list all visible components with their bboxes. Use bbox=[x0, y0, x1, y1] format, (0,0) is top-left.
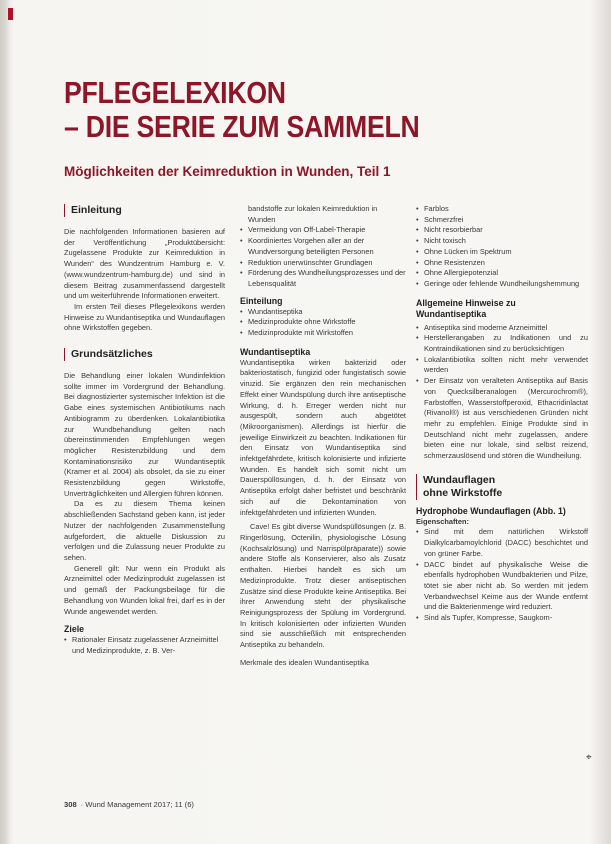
list-item: • Ohne Lücken im Spektrum bbox=[416, 247, 588, 258]
ziele-list-continued bbox=[240, 225, 406, 289]
heading-line-2: ohne Wirkstoffe bbox=[423, 486, 503, 499]
corner-marker bbox=[8, 8, 13, 20]
subheading-allgemeine-hinweise: Allgemeine Hinweise zu Wundantiseptika bbox=[416, 297, 516, 319]
list-item: • Herstellerangaben zu Indikationen und zu Kontraindikationen sind zu berücksichtigen bbox=[416, 333, 588, 354]
section-heading-grundsaetzliches: Grundsätzliches bbox=[64, 348, 225, 361]
list-item: • Nicht resorbierbar bbox=[416, 225, 588, 236]
column-2 bbox=[240, 204, 406, 668]
page-number: 308 bbox=[64, 800, 77, 809]
list-item: • Der Einsatz von veralteten Antiseptika auf Basis von Quecksilberanalogen (Mercurochrom®), Farbstoffen, Wasserstoffperoxid, Ethacridinlactat (Rivanol®) ist aus verschiedenen Gründen nicht mehr zu empfehlen. Einige Produkte sind in Deutschland nicht mehr zugelassen, andere bieten eine nur lokale, sind selbst reizend, schmerzauslösend und stören die Wundheilung. bbox=[416, 376, 588, 462]
list-item: • Lokalantibiotika sollten nicht mehr verwendet werden bbox=[416, 355, 588, 376]
grundsaetzliches-paragraph-1: Die Behandlung einer lokalen Wundinfektion sollte immer im Vordergrund der Behandlung. Bei diagnostizierter systemischer Infektion ist die Gabe eines systemischen Antibiotikums nach Antibiogramm zu überdenken. Lokalantibiotika zur Wundbehandlung gelten nach übereinstimmenden Empfehlungen wegen möglicher Resistenzbildung und dem Kontaminationsrisiko zur Wundantiseptik (Kramer et al. 2004) als obsolet, da sie zu einer Resistenzbildung gegen Wirkstoffe, Unverträglichkeiten und Allergien führen können. bbox=[64, 371, 225, 498]
list-item: • Medizinprodukte mit Wirkstoffen bbox=[240, 328, 406, 339]
page-footer bbox=[64, 800, 194, 809]
heading-line-1: Wundauflagen bbox=[423, 473, 496, 486]
list-item: • Vermeidung von Off-Label-Therapie bbox=[240, 225, 406, 236]
list-item: • Sind mit dem natürlichen Wirkstoff Dialkylcarbamoylchlorid (DACC) beschichtet und von grüner Farbe. bbox=[416, 527, 588, 559]
list-item: • Wundantiseptika bbox=[240, 307, 406, 318]
subheading-wundantiseptika: Wundantiseptika bbox=[240, 346, 311, 357]
ziele-list bbox=[64, 635, 225, 656]
merkmale-list bbox=[416, 204, 588, 290]
column-3 bbox=[416, 204, 588, 624]
wundantiseptika-paragraph-1: Wundantiseptika wirken bakterizid oder bakteriostatisch, fungizid oder fungistatisch sowie viruzid. Sie ergänzen den rein mechanischen Effekt einer Wundspülung durch ihre antiseptische Wirkung, d. h. Erreger werden nicht nur ausgespült, sondern auch abgetötet (Mikroorganismen). Allerdings ist hierfür die jeweilige Einwirkzeit zu beachten. Indikationen für den Einsatz von Wundantiseptika sind infektgefährdete, kritisch kolonisierte und infizierte Wunden. Es handelt sich somit nicht um Dauerspüllösungen, d. h. der Einsatz von Antiseptika erfolgt daher befristet und beschränkt sich auf die Dekontamination von infektgefährdeten und infizierten Wunden. bbox=[240, 357, 406, 517]
hinweise-list bbox=[416, 323, 588, 462]
einteilung-list bbox=[240, 307, 406, 339]
list-item: • Ohne Resistenzen bbox=[416, 258, 588, 269]
list-item: • Reduktion unerwünschter Grundlagen bbox=[240, 258, 406, 269]
list-item: • Koordiniertes Vorgehen aller an der Wundversorgung beteiligten Personen bbox=[240, 236, 406, 257]
grundsaetzliches-paragraph-2: Da es zu diesem Thema keinen abschließenden Sachstand geben kann, ist jeder Nutzer der nachfolgenden Zusammenstellung aufgefordert, die aktuelle Diskussion zu verfolgen und die Zulassung neuer Produkte zu sehen. bbox=[64, 499, 225, 562]
list-item: • Rationaler Einsatz zugelassener Arzneimittel und Medizinprodukte, z. B. Ver- bbox=[64, 635, 225, 656]
ziele-continuation: bandstoffe zur lokalen Keimreduktion in Wunden bbox=[248, 204, 378, 224]
grundsaetzliches-paragraph-3: Generell gilt: Nur wenn ein Produkt als Arzneimittel oder Medizinprodukt zugelassen ist und gemäß der Packungsbeilage für die Behandlung von Wunden lokal frei, darf es in der Wunde angewendet werden. bbox=[64, 563, 225, 616]
einleitung-paragraph-2: Im ersten Teil dieses Pflegelexikons werden Hinweise zu Wundantiseptika und Wundauflagen ohne Wirkstoffen gegeben. bbox=[64, 301, 225, 333]
page-subtitle: Möglichkeiten der Keimreduktion in Wunden, Teil 1 bbox=[64, 164, 391, 179]
list-item: • Medizinprodukte ohne Wirkstoffe bbox=[240, 317, 406, 328]
title-line-2: – DIE SERIE ZUM SAMMELN bbox=[64, 109, 420, 144]
page-edge-shadow bbox=[0, 0, 10, 844]
list-item: • Förderung des Wundheilungsprozesses und der Lebensqualität bbox=[240, 268, 406, 289]
list-item: • DACC bindet auf physikalische Weise die ebenfalls hydrophoben Wundbakterien und Pilze, tötet sie aber nicht ab. So werden mit jedem Verbandwechsel Keime aus der Wunde entfernt und die Bakterienmenge wird reduziert. bbox=[416, 560, 588, 614]
list-item: • Ohne Allergiepotenzial bbox=[416, 268, 588, 279]
subheading-einteilung: Einteilung bbox=[240, 295, 283, 306]
list-item: • Sind als Tupfer, Kompresse, Saugkom- bbox=[416, 613, 588, 624]
cursor-icon: ⌖ bbox=[586, 752, 592, 763]
column-1 bbox=[64, 204, 225, 657]
section-heading-wundauflagen bbox=[416, 474, 588, 500]
subheading-ziele: Ziele bbox=[64, 624, 85, 635]
list-item: • Nicht toxisch bbox=[416, 236, 588, 247]
subheading-hydrophobe-wundauflagen: Hydrophobe Wundauflagen (Abb. 1) bbox=[416, 505, 566, 516]
einleitung-paragraph-1: Die nachfolgenden Informationen basieren auf der Veröffentlichung „Produktübersicht: Zugelassene Produkte zur Keimreduktion in Wunden“ des Wundzentrum Hamburg e. V. (www.wundzentrum-hamburg.de) und sind in diesem Beitrag zusammenfassend dargestellt und um weiterführende Informationen erweitert. bbox=[64, 227, 225, 301]
merkmale-line: Merkmale des idealen Wundantiseptika bbox=[240, 657, 369, 667]
title-line-1: PFLEGELEXIKON bbox=[64, 75, 286, 110]
wundantiseptika-paragraph-2: Cave! Es gibt diverse Wundspüllösungen (z. B. Ringerlösung, Octenilin, physiologische Lösung (Kochsalzlösung) und Narrispülpräparate)) sowie andere Stoffe als Konservierer, also als Zusatz enthalten. Hierbei handelt es sich um Medizinprodukte. Trotz dieser antiseptischen Zusätze sind diese Produkte keine Antiseptika. Bei ihrer Anwendung steht der physikalische Reinigungsprozess der Spülung im Vordergrund. In kritisch kolonisierten oder infizierten Wunden sind sie ausschließlich mit entsprechenden Antiseptika zu behandeln. bbox=[240, 522, 406, 650]
eigenschaften-label: Eigenschaften: bbox=[416, 516, 469, 526]
list-item: • Schmerzfrei bbox=[416, 215, 588, 226]
list-item: • Antiseptika sind moderne Arzneimittel bbox=[416, 323, 588, 334]
journal-citation: · Wund Management 2017; 11 (6) bbox=[80, 800, 194, 809]
section-heading-einleitung: Einleitung bbox=[64, 204, 225, 217]
eigenschaften-list bbox=[416, 527, 588, 623]
page-title bbox=[64, 76, 419, 144]
list-item: • Farblos bbox=[416, 204, 588, 215]
list-item: • Geringe oder fehlende Wundheilungshemmung bbox=[416, 279, 588, 290]
